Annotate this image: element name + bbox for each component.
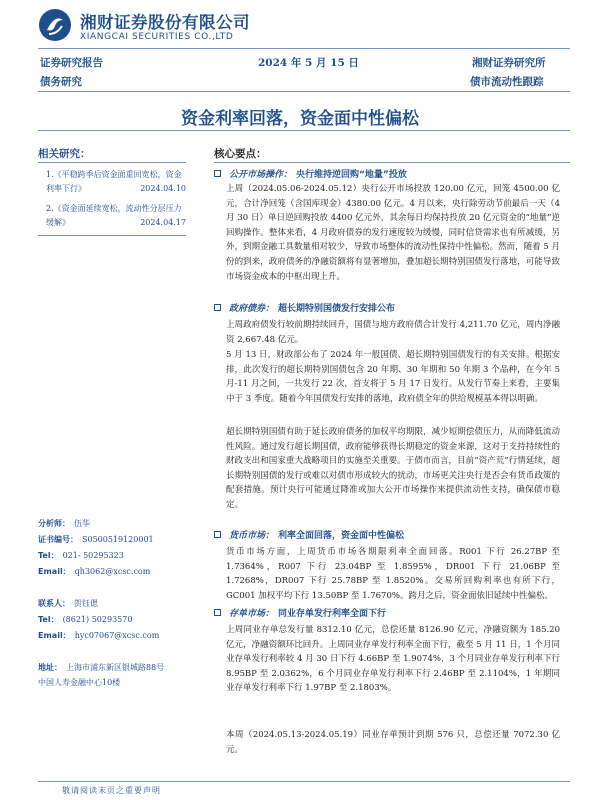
cert-row: [38, 533, 154, 547]
key-points-heading: 核心要点：: [214, 148, 267, 160]
cert-value: S0500519120001: [82, 535, 154, 544]
address-row: [38, 661, 164, 675]
paragraph: 上周（2024.05.06-2024.05.12）央行公开市场投放 120.00 亿元，回笼 4500.00 亿元，合计净回笼（含国库现金）4380.00 亿元。4 月以来，央行除劳动节前最后一天（4 月 30 日）单日逆回购投放 4400 亿元外，其余每日均保持投放 20 亿元资金的“地量”逆回购操作。整体来看，4 月政府债券的发行速度较为缓慢，同时信贷需求也有所减缓，另外，到期金融工具数量相对较少，导致市场整体的流动性保持中性偏松。然而，随着 5 月份的到来，政府债务的净融资额将有显著增加，叠加超长期特别国债发行落地，可能导致市场资金成本的中枢出现上升。: [226, 184, 560, 282]
section-title: 同业存单发行利率全面下行: [278, 609, 387, 619]
section-title: 央行维持逆回购“地量”投放: [296, 170, 407, 180]
title-rule: [38, 130, 570, 131]
section-tag: 货币市场：: [229, 531, 275, 541]
email2-row: [38, 629, 159, 643]
related-item-title: 1.《平稳跨季后资金面重回宽松，资金利率下行》: [46, 170, 182, 193]
tel2-value: (8621) 50293570: [62, 615, 133, 624]
address-line1: 上海市浦东新区银城路88号: [66, 663, 165, 672]
section-heading-gov-bonds: [214, 301, 395, 314]
company-name-cn: 湘财证券股份有限公司: [80, 13, 250, 32]
checkbox-square-icon: [214, 170, 221, 177]
contact-label: 联系人：: [38, 599, 70, 608]
checkbox-square-icon: [214, 304, 221, 311]
company-logo-icon: [38, 8, 72, 42]
checkbox-square-icon: [214, 609, 221, 616]
report-type: 证券研究报告: [40, 57, 103, 69]
header-rule: [38, 48, 570, 49]
footer-disclaimer: 敬请阅读末页之重要声明: [62, 786, 161, 795]
related-rule: [38, 162, 186, 163]
tel2-label: Tel：: [38, 615, 59, 624]
address-label: 地址：: [38, 663, 62, 672]
related-item-title: 2.《资金面延续宽松，流动性分层压力缓解》: [46, 204, 182, 227]
company-name-en: XIANGCAI SECURITIES CO.,LTD: [80, 32, 234, 42]
institute: 湘财证券研究所: [472, 57, 546, 69]
related-research-heading: 相关研究：: [38, 148, 91, 160]
address-line2: 中国人寿金融中心10楼: [38, 678, 121, 687]
report-date: 2024 年 5 月 15 日: [258, 57, 359, 69]
section-heading-open-market: [214, 167, 407, 180]
tel-value: 021- 50295323: [62, 551, 124, 560]
key-points-rule: [214, 162, 570, 163]
email-row: [38, 565, 150, 579]
tel-row: [38, 549, 124, 563]
analyst-row: [38, 517, 90, 531]
paragraph: 上周同业存单总发行量 8312.10 亿元，总偿还量 8126.90 亿元，净融资额为 185.20 亿元，净融资额环比回升。上周同业存单发行利率全面下行，截至 5 月 11 日，1 个月同业存单发行利率较 4 月 30 日下行 4.66BP 至 1.9074%，3 个月同业存单发行利率下行 8.95BP 至 2.0362%，6 个月同业存单发行利率下行 2.46BP 至 2.1104%，1 年期同业存单发行利率下行 1.97BP 至 2.1803%。: [226, 625, 560, 694]
footer-rule: [38, 781, 570, 782]
company-logo: [38, 8, 298, 46]
related-item-date: 2024.04.17: [140, 218, 186, 227]
contact-name: 贺钰偲: [74, 599, 98, 608]
cert-label: 证书编号：: [38, 535, 78, 544]
section-title: 利率全面回落，资金面中性偏松: [278, 531, 405, 541]
paragraph: 货币市场方面，上周货币市场各期限利率全面回落。R001 下行 26.27BP 至 1.7364%，R007 下行 23.04BP 至 1.8595%，DR001 下行 21.06BP 至 1.7268%，DR007 下行 25.78BP 至 1.8520%。交易所回购利率也有所下行，GC001 加权平均下行 13.50BP 至 1.7670%。跨月之后，资金面依旧延续中性偏松。: [226, 547, 560, 601]
paragraph: 5 月 13 日，财政部公布了 2024 年一般国债、超长期特别国债发行的有关安排。根据安排，此次发行的超长期特别国债包含 20 年期、30 年期和 50 年期 3 个品种，在今年 5 月-11 月之间，一共发行 22 次，首支将于 5 月 17 日发行。从发行节奏上来看，主要集中于 3 季度。随着今年国债发行安排的落地，政府债全年的供给规模基本得以明确。: [226, 350, 560, 404]
page-title: 资金利率回落，资金面中性偏松: [181, 109, 419, 129]
tel2-row: [38, 613, 132, 627]
paragraph: 超长期特别国债有助于延长政府债务的加权平均期限，减少短期偿债压力，从而降低流动性风险。通过发行超长期国债，政府能够获得长期稳定的资金来源，这对于支持持续性的财政支出和国家重大战略项目的实施至关重要。于债市而言，目前“资产荒”行情延续，超长期特别国债的发行或难以对债市形成较大的扰动，市场更关注央行是否会有货币政策的配套措施。预计央行可能通过降准或加大公开市场操作来提供流动性支持，确保债市稳定。: [226, 427, 560, 510]
section-title: 超长期特别国债发行安排公布: [278, 304, 396, 314]
section-tag: 存单市场：: [229, 609, 275, 619]
paragraph: 本周（2024.05.13-2024.05.19）同业存单预计到期 576 只，总偿还量 7072.30 亿元。: [226, 730, 560, 755]
email-label: Email：: [38, 567, 71, 576]
email-value[interactable]: qh3062@xcsc.com: [74, 567, 151, 576]
header-rule-bottom: [38, 91, 570, 92]
related-rule-bottom: [38, 235, 186, 236]
analyst-label: 分析师：: [38, 519, 70, 528]
subcategory: 债市流动性跟踪: [470, 76, 544, 88]
category: 债务研究: [40, 76, 82, 88]
section-heading-money-market: [214, 528, 404, 541]
section-tag: 政府债券：: [229, 304, 275, 314]
analyst-name: 伍华: [74, 519, 90, 528]
section-heading-cd-market: [214, 606, 386, 619]
tel-label: Tel：: [38, 551, 59, 560]
related-item[interactable]: [46, 202, 186, 230]
paragraph: 上周政府债发行较前期持续回升，国债与地方政府债合计发行 4,211.70 亿元，周内净融资 2,667.48 亿元。: [226, 320, 560, 345]
contact-row: [38, 597, 98, 611]
email2-label: Email：: [38, 631, 71, 640]
related-item[interactable]: [46, 168, 186, 196]
email2-value[interactable]: hyc07067@xcsc.com: [74, 631, 160, 640]
checkbox-square-icon: [214, 531, 221, 538]
address-row-2: [38, 676, 120, 690]
related-item-date: 2024.04.10: [140, 184, 186, 193]
section-tag: 公开市场操作：: [229, 170, 293, 180]
